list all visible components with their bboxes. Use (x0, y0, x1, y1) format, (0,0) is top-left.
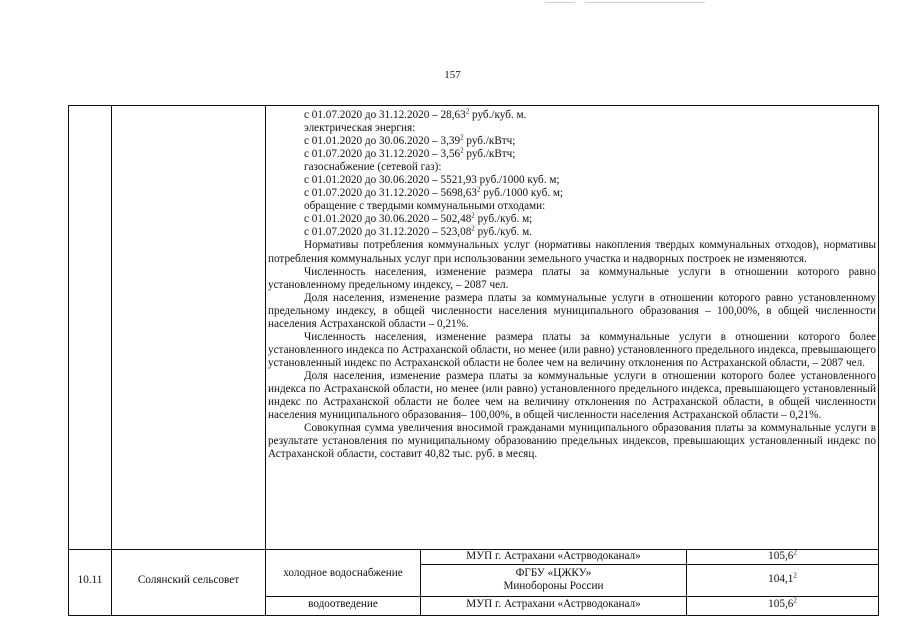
paragraph: Численность населения, изменение размера платы за коммунальные услуги в отношении которого более установленного индекса по Астраханской области, но менее (или равно) установленного предельного индекса, превышающего установленный индекс по Астраханской области не более чем на величину отклонения по Астраханской области, – 2087 чел. (268, 330, 876, 369)
municipality-name: Солянский сельсовет (137, 574, 240, 586)
paragraph: Совокупная сумма увеличения вносимой гражданами муниципального образования платы за коммунальные услуги в результате установления по муниципальному образованию предельных индексов, превышающих установленный индекс по Астраханской области, составит 40,82 тыс. руб. в месяц. (268, 422, 876, 461)
row-divider (420, 564, 878, 565)
column-divider (111, 106, 112, 615)
tariff-line: с 01.07.2020 до 31.12.2020 – 3,56$^2$ руб./кВтч; (304, 146, 516, 161)
document-table (68, 105, 879, 616)
paragraph: Численность населения, изменение размера платы за коммунальные услуги в отношении которого равно установленному предельному индексу, – 2087 чел. (268, 265, 876, 291)
tariff-heading: обращение с твердыми коммунальными отходами: (304, 200, 546, 213)
tariff-line: с 01.01.2020 до 30.06.2020 – 5521,93 руб./1000 куб. м; (304, 174, 560, 187)
tariff-heading: электрическая энергия: (304, 122, 416, 135)
service-name: водоотведение (308, 598, 378, 610)
paragraph: Доля населения, изменение размера платы за коммунальные услуги в отношении которого более установленного индекса по Астраханской области, но менее (или равно) установленного предельного индекса, превышающего установленный индекс по Астраханской области не более чем на величину отклонения по Астраханской области, в общей численности населения муниципального образования– 100,00%, в общей численности населения Астраханской области – 0,21%. (268, 369, 876, 422)
paragraph: Нормативы потребления коммунальных услуг (нормативы накопления твердых коммунальных отходов), нормативы потребления коммунальных услуг при использовании земельного участка и надворных построек не изменяются. (268, 239, 876, 265)
scan-edge-mark (585, 2, 705, 3)
index-value: 104,1$^2$ (768, 571, 797, 585)
provider-name: МУП г. Астрахани «Астрводоканал» (466, 550, 641, 562)
service-name: холодное водоснабжение (283, 567, 403, 579)
tariff-line: с 01.07.2020 до 31.12.2020 – 5698,63$^2$ руб./1000 куб. м; (304, 185, 564, 200)
page-number: 157 (444, 69, 461, 81)
paragraph: Доля населения, изменение размера платы за коммунальные услуги в отношении которого равно установленному предельному индексу, в общей численности населения муниципального образования – 100,00%, в общей численности населения Астраханской области – 0,21%. (268, 291, 876, 330)
index-value: 105,6$^2$ (768, 596, 797, 610)
provider-name: МУП г. Астрахани «Астрводоканал» (466, 598, 641, 610)
tariff-line: с 01.01.2020 до 30.06.2020 – 502,48$^2$ руб./куб. м; (304, 211, 533, 226)
continuation-text (268, 109, 876, 461)
tariff-heading: газоснабжение (сетевой газ): (304, 161, 442, 174)
column-divider (265, 106, 266, 615)
row-number: 10.11 (77, 574, 103, 586)
scan-edge-mark (545, 2, 575, 3)
tariff-line: с 01.07.2020 до 31.12.2020 – 523,08$^2$ руб./куб. м. (304, 224, 532, 239)
tariff-line: с 01.01.2020 до 30.06.2020 – 3,39$^2$ руб./кВтч; (304, 133, 516, 148)
index-value: 105,6$^2$ (768, 548, 797, 562)
row-divider (265, 596, 878, 597)
provider-name: ФГБУ «ЦЖКУ» Минобороны России (503, 567, 604, 592)
tariff-line: с 01.07.2020 до 31.12.2020 – 28,63$^2$ руб./куб. м. (304, 107, 527, 121)
